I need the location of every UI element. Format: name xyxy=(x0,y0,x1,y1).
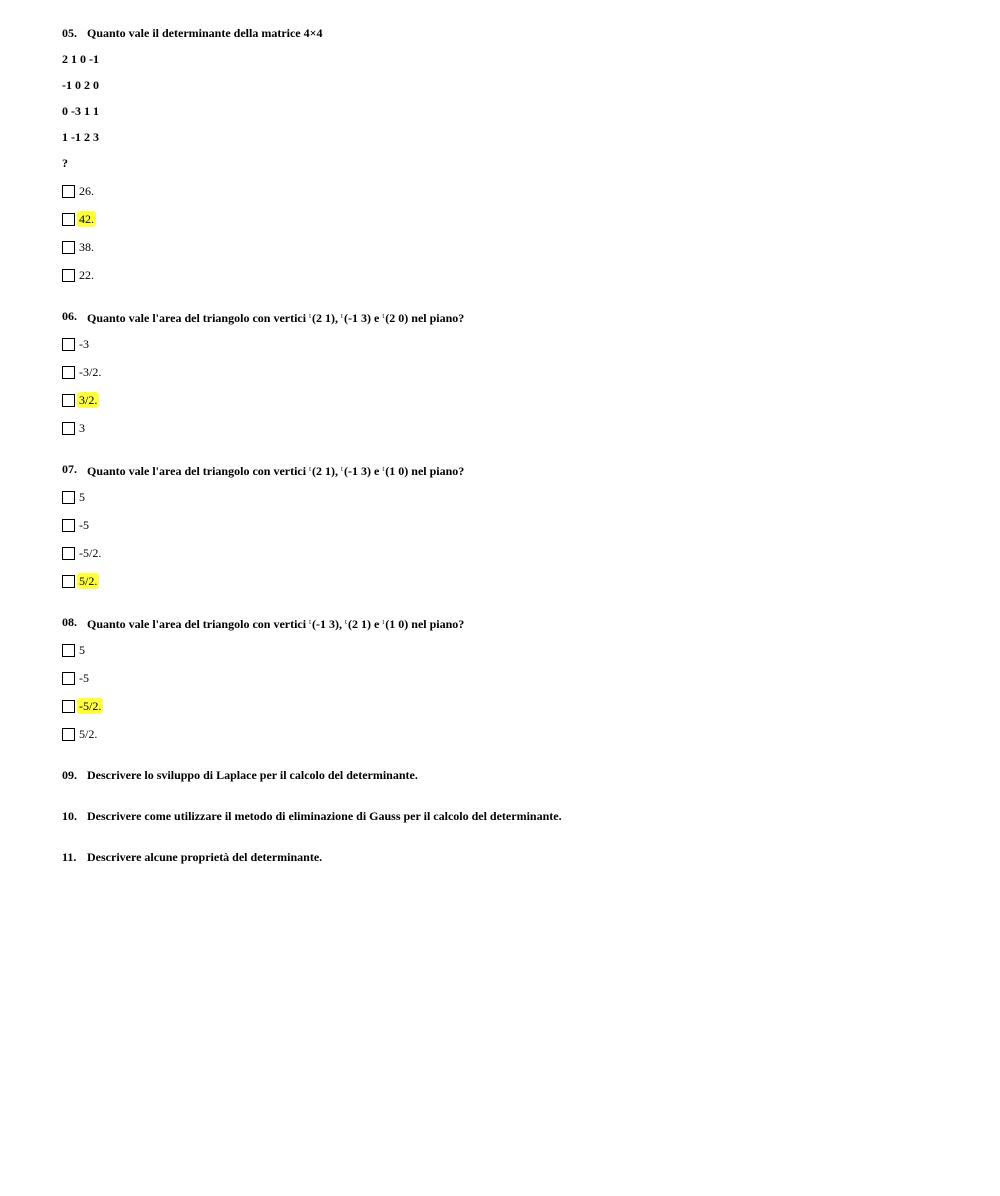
question-09-heading xyxy=(62,767,962,783)
checkbox[interactable] xyxy=(62,547,75,560)
answer-label: 5/2. xyxy=(79,574,98,588)
matrix-row: -1 0 2 0 xyxy=(62,78,99,92)
answer-option[interactable] xyxy=(62,267,962,283)
checkbox[interactable] xyxy=(62,728,75,741)
answer-option[interactable] xyxy=(62,489,962,505)
question-tail: ? xyxy=(62,156,68,170)
checkbox[interactable] xyxy=(62,519,75,532)
question-number: 09. xyxy=(62,768,77,782)
question-11-heading xyxy=(62,849,962,865)
checkbox[interactable] xyxy=(62,491,75,504)
answer-label: 26. xyxy=(79,184,94,198)
transpose-mark: t xyxy=(382,465,385,473)
answer-label: -5 xyxy=(79,518,89,532)
question-text: Quanto vale il determinante della matrice 4×4 xyxy=(87,26,323,40)
question-number: 11. xyxy=(62,850,77,864)
checkbox[interactable] xyxy=(62,366,75,379)
answer-option[interactable] xyxy=(62,726,962,742)
answer-option[interactable] xyxy=(62,211,962,227)
answer-label: 5/2. xyxy=(79,727,98,741)
checkbox[interactable] xyxy=(62,185,75,198)
question-text: Descrivere come utilizzare il metodo di eliminazione di Gauss per il calcolo del determinante. xyxy=(87,809,562,823)
matrix-row: 2 1 0 -1 xyxy=(62,52,99,66)
answer-label: -5 xyxy=(79,671,89,685)
transpose-mark: t xyxy=(341,312,343,320)
checkbox[interactable] xyxy=(62,338,75,351)
transpose-mark: t xyxy=(309,312,312,320)
answer-label: 22. xyxy=(79,268,94,282)
answer-label: 42. xyxy=(79,212,94,226)
answer-label: 3 xyxy=(79,421,85,435)
answer-option[interactable] xyxy=(62,420,962,436)
transpose-mark: t xyxy=(382,312,385,320)
answer-label: 3/2. xyxy=(79,393,98,407)
answer-label: -3/2. xyxy=(79,365,102,379)
transpose-mark: t xyxy=(309,465,312,473)
question-text: Quanto vale l'area del triangolo con vertici $^t$(-1 3), $^t$(2 1) e $^t$(1 0) nel piano? xyxy=(87,617,465,631)
answer-option[interactable] xyxy=(62,573,962,589)
answer-label: 5 xyxy=(79,643,85,657)
question-number: 10. xyxy=(62,809,77,823)
answer-label: -5/2. xyxy=(79,546,102,560)
checkbox[interactable] xyxy=(62,575,75,588)
answer-option[interactable] xyxy=(62,642,962,658)
transpose-mark: t xyxy=(309,618,312,626)
answer-option[interactable] xyxy=(62,336,962,352)
checkbox[interactable] xyxy=(62,213,75,226)
answer-label: -5/2. xyxy=(79,699,102,713)
answer-option[interactable] xyxy=(62,392,962,408)
checkbox[interactable] xyxy=(62,394,75,407)
checkbox[interactable] xyxy=(62,644,75,657)
question-number: 05. xyxy=(62,26,77,40)
quiz-page xyxy=(62,25,962,865)
checkbox[interactable] xyxy=(62,269,75,282)
answer-option[interactable] xyxy=(62,183,962,199)
question-06-heading xyxy=(62,308,962,324)
checkbox[interactable] xyxy=(62,700,75,713)
matrix-row: 0 -3 1 1 xyxy=(62,104,99,118)
answer-option[interactable] xyxy=(62,364,962,380)
question-text: Quanto vale l'area del triangolo con vertici $^t$(2 1), $^t$(-1 3) e $^t$(1 0) nel piano? xyxy=(87,464,465,478)
answer-option[interactable] xyxy=(62,545,962,561)
matrix-row: 1 -1 2 3 xyxy=(62,130,99,144)
question-text: Quanto vale l'area del triangolo con vertici $^t$(2 1), $^t$(-1 3) e $^t$(2 0) nel piano? xyxy=(87,311,465,325)
checkbox[interactable] xyxy=(62,241,75,254)
question-08-heading xyxy=(62,614,962,630)
answer-option[interactable] xyxy=(62,239,962,255)
answer-option[interactable] xyxy=(62,670,962,686)
transpose-mark: t xyxy=(345,618,347,626)
question-number: 06. xyxy=(62,309,77,323)
question-number: 07. xyxy=(62,462,77,476)
transpose-mark: t xyxy=(341,465,343,473)
question-07-heading xyxy=(62,461,962,477)
answer-label: 38. xyxy=(79,240,94,254)
answer-option[interactable] xyxy=(62,517,962,533)
answer-option[interactable] xyxy=(62,698,962,714)
transpose-mark: t xyxy=(382,618,385,626)
question-10-heading xyxy=(62,808,962,824)
question-number: 08. xyxy=(62,615,77,629)
checkbox[interactable] xyxy=(62,422,75,435)
question-text: Descrivere lo sviluppo di Laplace per il calcolo del determinante. xyxy=(87,768,418,782)
checkbox[interactable] xyxy=(62,672,75,685)
answer-label: 5 xyxy=(79,490,85,504)
question-05-heading xyxy=(62,25,962,41)
answer-label: -3 xyxy=(79,337,89,351)
question-text: Descrivere alcune proprietà del determinante. xyxy=(87,850,323,864)
